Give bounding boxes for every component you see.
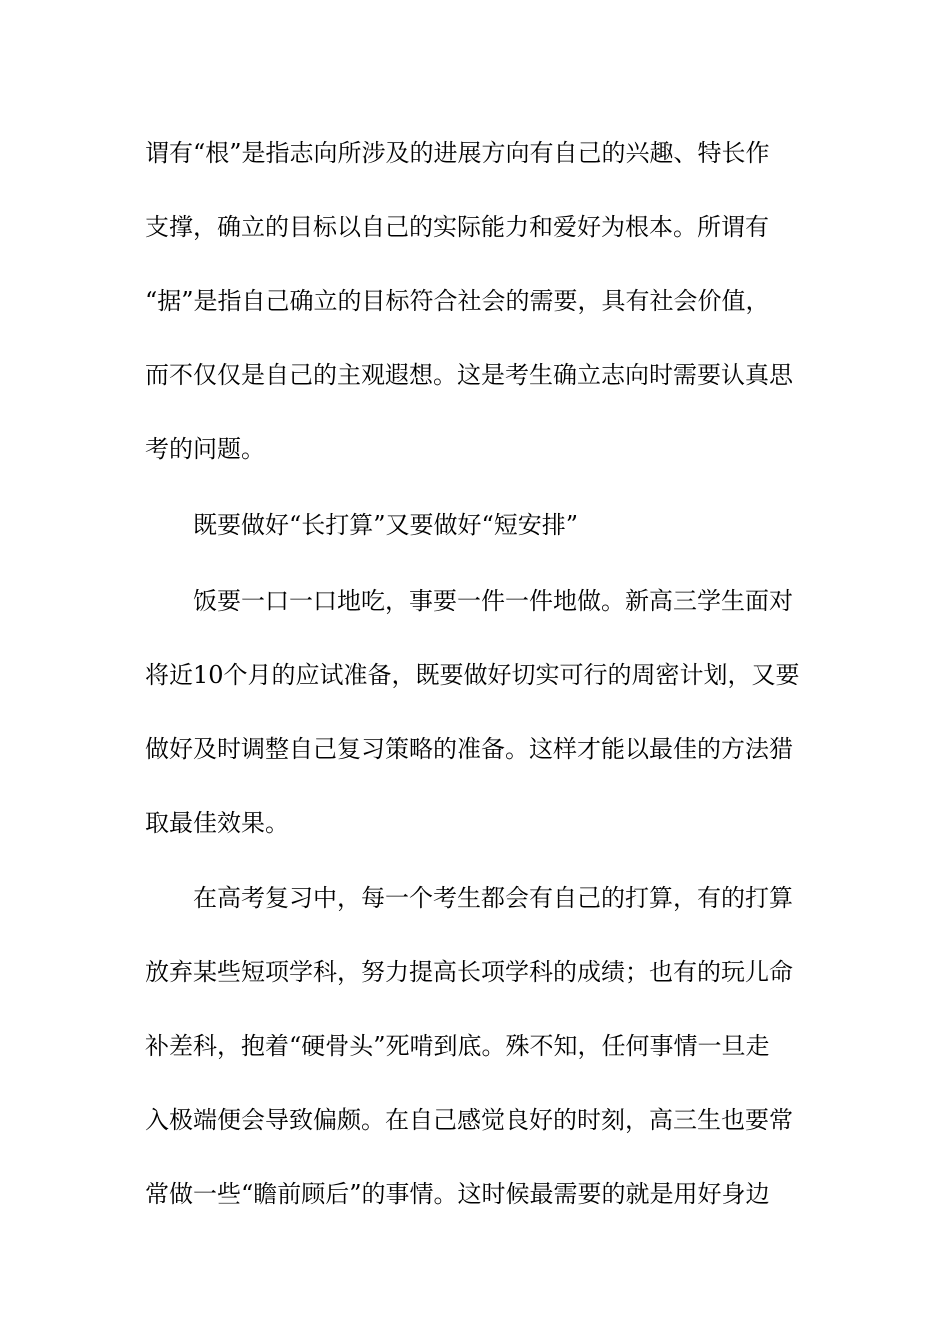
text-line: 将近10个月的应试准备，既要做好切实可行的周密计划，又要 bbox=[145, 661, 800, 689]
text-line: 常做一些“瞻前顾后”的事情。这时候最需要的就是用好身边 bbox=[145, 1180, 770, 1208]
text-line: 饭要一口一口地吃，事要一件一件地做。新高三学生面对 bbox=[193, 587, 793, 615]
text-line: 在高考复习中，每一个考生都会有自己的打算，有的打算 bbox=[193, 884, 793, 912]
text-line: 放弃某些短项学科，努力提高长项学科的成绩；也有的玩儿命 bbox=[145, 958, 793, 986]
text-line: 而不仅仅是自己的主观遐想。这是考生确立志向时需要认真思 bbox=[145, 361, 793, 389]
text-line: 取最佳效果。 bbox=[145, 809, 289, 837]
text-line: “据”是指自己确立的目标符合社会的需要，具有社会价值， bbox=[145, 287, 770, 315]
text-line: 做好及时调整自己复习策略的准备。这样才能以最佳的方法猎 bbox=[145, 735, 793, 763]
text-line: 考的问题。 bbox=[145, 435, 265, 463]
text-line: 谓有“根”是指志向所涉及的进展方向有自己的兴趣、特长作 bbox=[145, 139, 770, 167]
text-line: 支撑，确立的目标以自己的实际能力和爱好为根本。所谓有 bbox=[145, 213, 769, 241]
section-heading: 既要做好“长打算”又要做好“短安排” bbox=[193, 511, 579, 539]
text-line: 入极端便会导致偏颇。在自己感觉良好的时刻，高三生也要常 bbox=[145, 1106, 793, 1134]
text-line: 补差科，抱着“硬骨头”死啃到底。殊不知，任何事情一旦走 bbox=[145, 1032, 770, 1060]
